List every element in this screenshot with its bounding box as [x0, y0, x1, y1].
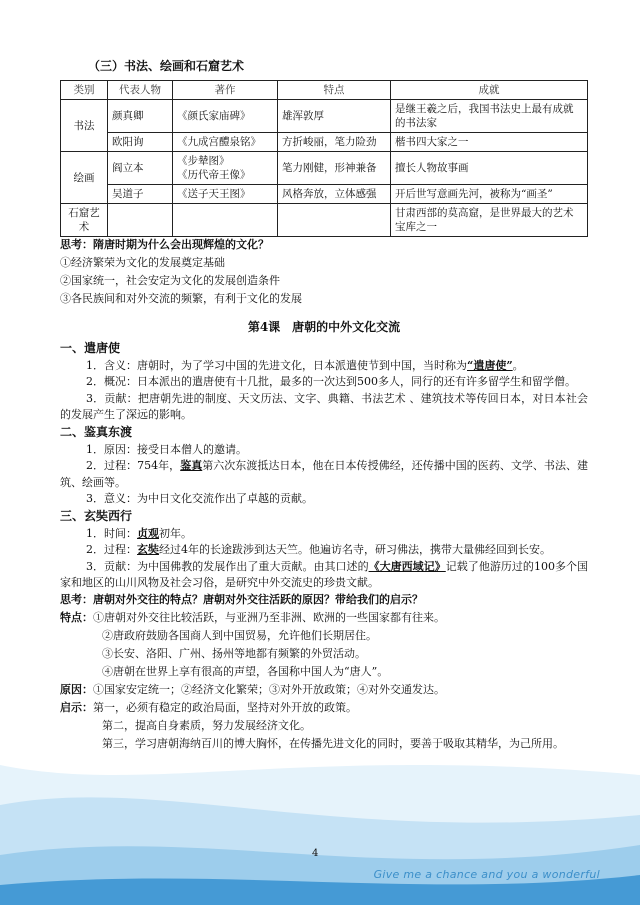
- cell-person: 欧阳询: [108, 133, 173, 152]
- text: 记载了他游历过的100多个国家和地区的山川风物及社会习俗，是研究中外交流史的珍贵文献。: [60, 559, 589, 589]
- cell-person: 吴道子: [108, 185, 173, 204]
- table-row: [61, 204, 588, 237]
- heading-xuanzang: 三、玄奘西行: [60, 508, 133, 523]
- inspiration-item: 第二，提高自身素质，努力发展经济文化。: [102, 718, 311, 732]
- cell-work: 《步辇图》 《历代帝王像》: [173, 152, 278, 185]
- feature-label: 特点：: [60, 610, 93, 624]
- table-row: [61, 133, 588, 152]
- header-work: 著作: [173, 81, 278, 100]
- feature-line: [60, 610, 588, 628]
- cell-feature: 风格奔放，立体感强: [278, 185, 391, 204]
- cell-work: 《颜氏家庙碑》: [173, 100, 278, 133]
- inspiration-item: 第三，学习唐朝海纳百川的博大胸怀，在传播先进文化的同时，要善于吸取其精华，为己所用。: [102, 736, 564, 750]
- inspiration-line: [60, 700, 588, 718]
- text: 1．含义：唐朝时，为了学习中国的先进文化，日本派遣使节到中国，当时称为: [86, 358, 467, 372]
- heading-jianzhen: 二、鉴真东渡: [60, 424, 133, 439]
- cell-person: 颜真卿: [108, 100, 173, 133]
- think-question: 思考：唐朝对外交往的特点？唐朝对外交往活跃的原因？带给我们的启示？: [60, 592, 423, 606]
- cell-category: 石窟艺术: [61, 204, 108, 237]
- feature-item: ③长安、洛阳、广州、扬州等地都有频繁的外贸活动。: [102, 646, 366, 660]
- paragraph: [60, 559, 588, 592]
- highlight-term: 贞观: [137, 526, 159, 540]
- think-answer: ②国家统一，社会安定为文化的发展创造条件: [60, 274, 280, 287]
- text: 1．时间：: [86, 526, 137, 540]
- reason-text: ①国家安定统一；②经济文化繁荣；③对外开放政策；④对外交通发达。: [93, 682, 445, 696]
- table-row: [61, 100, 588, 133]
- cell-category: 书法: [61, 100, 108, 152]
- cell-work: 《送子天王图》: [173, 185, 278, 204]
- cell-achievement: 擅长人物故事画: [391, 152, 588, 185]
- highlight-term: 玄奘: [137, 543, 159, 556]
- reason-label: 原因：: [60, 682, 93, 696]
- paragraph: [60, 526, 588, 543]
- text: 第六次东渡抵达日本，他在日本传授佛经，还传播中国的医药、文学、书法、建筑、绘画等。: [60, 459, 589, 489]
- paragraph: [60, 358, 588, 375]
- text: 2．过程：: [86, 543, 137, 556]
- paragraph: [60, 542, 588, 559]
- cell-work: 《九成宫醴泉铭》: [173, 133, 278, 152]
- lesson-title: 第4课 唐朝的中外文化交流: [247, 320, 401, 334]
- highlight-term: 鉴真: [180, 459, 203, 472]
- table-row: [61, 152, 588, 185]
- text: 经过4年的长途跋涉到达天竺。他遍访名寺，研习佛法，携带大量佛经回到长安。: [159, 543, 551, 556]
- cell-feature: 笔力刚健，形神兼备: [278, 152, 391, 185]
- cell-achievement: 楷书四大家之一: [391, 133, 588, 152]
- cell-achievement: 是继王羲之后，我国书法史上最有成就的书法家: [391, 100, 588, 133]
- footer-motto: Give me a chance and you a wonderful: [373, 868, 600, 881]
- inspiration-item: 第一，必须有稳定的政治局面，坚持对外开放的政策。: [93, 700, 357, 714]
- header-achievement: 成就: [391, 81, 588, 100]
- header-person: 代表人物: [108, 81, 173, 100]
- cell-person: [108, 204, 173, 237]
- cell-category: 绘画: [61, 152, 108, 204]
- cell-feature: 雄浑敦厚: [278, 100, 391, 133]
- text: 2．过程：754年，: [86, 459, 181, 472]
- reason-line: [60, 682, 588, 700]
- text: 。: [512, 358, 524, 372]
- section-title: （三）书法、绘画和石窟艺术: [88, 59, 245, 73]
- cell-work: [173, 204, 278, 237]
- paragraph: [60, 458, 588, 491]
- highlight-term: “遣唐使”: [467, 358, 513, 372]
- culture-table: [60, 80, 588, 237]
- table-row: [61, 185, 588, 204]
- paragraph: 3．意义：为中日文化交流作出了卓越的贡献。: [86, 492, 313, 505]
- highlight-term: 《大唐西域记》: [368, 559, 446, 573]
- think-answer: ③各民族间和对外交流的频繁，有利于文化的发展: [60, 292, 302, 305]
- inspiration-label: 启示：: [60, 700, 93, 714]
- cell-feature: 方折峻丽，笔力险劲: [278, 133, 391, 152]
- cell-achievement: 甘肃西部的莫高窟，是世界最大的艺术宝库之一: [391, 204, 588, 237]
- text: 3．贡献：为中国佛教的发展作出了重大贡献。由其口述的: [86, 559, 369, 573]
- think-question: 思考：隋唐时期为什么会出现辉煌的文化？: [60, 238, 269, 251]
- cell-achievement: 开后世写意画先河，被称为“画圣”: [391, 185, 588, 204]
- table-header-row: [61, 81, 588, 100]
- paragraph: 2．概况：日本派出的遣唐使有十几批，最多的一次达到500多人，同行的还有许多留学生和留学僧。: [86, 375, 576, 388]
- feature-item: ①唐朝对外交往比较活跃，与亚洲乃至非洲、欧洲的一些国家都有往来。: [93, 610, 445, 624]
- feature-item: ④唐朝在世界上享有很高的声望，各国称中国人为“唐人”。: [102, 664, 389, 678]
- think-answer: ①经济繁荣为文化的发展奠定基础: [60, 256, 225, 269]
- cell-person: 阎立本: [108, 152, 173, 185]
- feature-item: ②唐政府鼓励各国商人到中国贸易，允许他们长期居住。: [102, 628, 377, 642]
- page-number: 4: [312, 848, 319, 859]
- paragraph: 1．原因：接受日本僧人的邀请。: [86, 442, 247, 456]
- text: 初年。: [159, 526, 192, 540]
- paragraph: 3．贡献：把唐朝先进的制度、天文历法、文字、典籍、书法艺术 、建筑技术等传回日本，对日本社会的发展产生了深远的影响。: [60, 391, 588, 421]
- document-page: [60, 58, 588, 752]
- cell-feature: [278, 204, 391, 237]
- header-feature: 特点: [278, 81, 391, 100]
- heading-envoys: 一、遣唐使: [60, 340, 121, 355]
- header-category: 类别: [61, 81, 108, 100]
